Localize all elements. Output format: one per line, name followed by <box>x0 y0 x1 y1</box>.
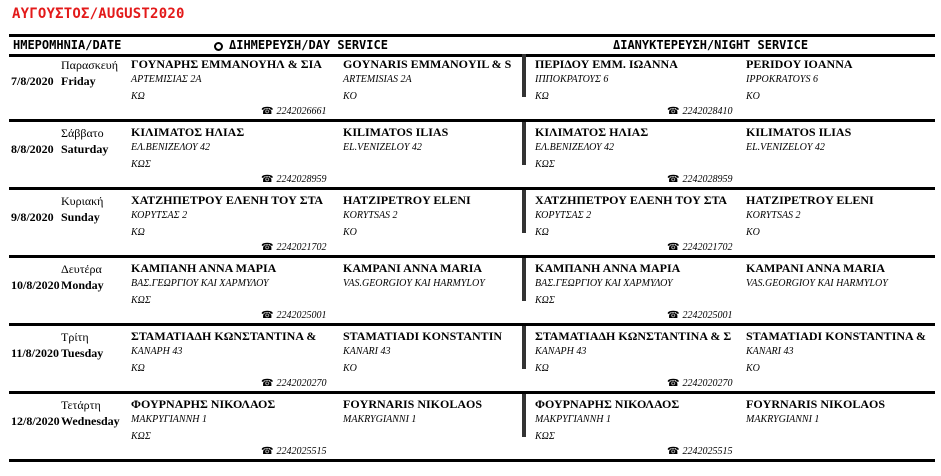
phone-number: 2242028959 <box>276 174 327 185</box>
row-date: 7/8/2020 <box>11 74 54 88</box>
day-address-english: ARTEMISIAS 2A <box>343 74 412 85</box>
phone-icon: ☎ <box>667 378 680 389</box>
day-phone <box>261 242 326 253</box>
day-name-greek: Σάββατο <box>61 126 104 140</box>
day-phone <box>261 378 326 389</box>
night-phone <box>667 174 732 185</box>
night-pharmacy-name-english: KAMPANI ANNA MARIA <box>746 261 886 275</box>
phone-icon: ☎ <box>667 310 680 321</box>
phone-icon: ☎ <box>261 378 274 389</box>
phone-number: 2242025515 <box>682 446 733 457</box>
day-name-greek: Παρασκευή <box>61 58 118 72</box>
table-row <box>9 258 935 326</box>
day-address-english: MAKRYGIANNI 1 <box>343 414 417 425</box>
phone-icon: ☎ <box>667 174 680 185</box>
day-pharmacy-name-greek: ΚΑΜΠΑΝΗ ΑΝΝΑ ΜΑΡΙΑ <box>131 261 277 275</box>
day-pharmacy-name-english: STAMATIADI KONSTANTIN <box>343 329 503 343</box>
day-name-greek: Τρίτη <box>61 330 89 344</box>
night-city-greek: ΚΩ <box>535 91 549 102</box>
night-city-greek: ΚΩ <box>535 363 549 374</box>
table-row <box>9 326 935 394</box>
column-divider <box>522 122 526 165</box>
phone-number: 2242020270 <box>276 378 327 389</box>
night-address-english: KORYTSAS 2 <box>746 210 801 221</box>
row-date: 11/8/2020 <box>11 346 60 360</box>
phone-number: 2242020270 <box>682 378 733 389</box>
night-pharmacy-name-english: KILIMATOS ILIAS <box>746 125 852 139</box>
column-divider <box>522 394 526 437</box>
phone-number: 2242021702 <box>276 242 327 253</box>
day-pharmacy-name-greek: ΦΟΥΡΝΑΡΗΣ ΝΙΚΟΛΑΟΣ <box>131 397 276 411</box>
phone-icon: ☎ <box>261 242 274 253</box>
night-city-greek: ΚΩΣ <box>535 295 555 306</box>
phone-number: 2242025001 <box>682 310 733 321</box>
night-pharmacy-name-greek: ΣΤΑΜΑΤΙΑΔΗ ΚΩΝΣΤΑΝΤΙΝΑ & Σ <box>535 329 732 343</box>
night-city-greek: ΚΩΣ <box>535 431 555 442</box>
header-date: ΗΜΕΡΟΜΗΝΙΑ/DATE <box>13 38 122 52</box>
night-city-english: KO <box>746 227 760 238</box>
row-date: 10/8/2020 <box>11 278 60 292</box>
night-address-english: VAS.GEORGIOY KAI HARMYLOY <box>746 278 888 289</box>
day-name-english: Saturday <box>61 142 109 156</box>
day-pharmacy-name-english: FOYRNARIS NIKOLAOS <box>343 397 483 411</box>
day-address-english: KANARI 43 <box>343 346 391 357</box>
circle-icon <box>214 42 223 51</box>
night-address-greek: ΜΑΚΡΥΓΙΑΝΝΗ 1 <box>535 414 611 425</box>
table-row <box>9 190 935 258</box>
day-name-english: Wednesday <box>61 414 120 428</box>
day-name-greek: Δευτέρα <box>61 262 102 276</box>
night-address-english: MAKRYGIANNI 1 <box>746 414 820 425</box>
day-pharmacy-name-greek: ΓΟΥΝΑΡΗΣ ΕΜΜΑΝΟΥΗΛ & ΣΙΑ <box>131 57 322 71</box>
day-name-english: Tuesday <box>61 346 104 360</box>
phone-icon: ☎ <box>667 106 680 117</box>
phone-icon: ☎ <box>667 242 680 253</box>
night-pharmacy-name-greek: ΠΕΡΙΔΟΥ ΕΜΜ. ΙΩΑΝΝΑ <box>535 57 678 71</box>
night-address-english: KANARI 43 <box>746 346 794 357</box>
row-date: 12/8/2020 <box>11 414 60 428</box>
night-phone <box>667 446 732 457</box>
night-pharmacy-name-greek: ΚΑΜΠΑΝΗ ΑΝΝΑ ΜΑΡΙΑ <box>535 261 681 275</box>
phone-number: 2242025001 <box>276 310 327 321</box>
night-pharmacy-name-greek: ΧΑΤΖΗΠΕΤΡΟΥ ΕΛΕΝΗ ΤΟΥ ΣΤΑ <box>535 193 728 207</box>
day-address-greek: ΚΑΝΑΡΗ 43 <box>131 346 183 357</box>
day-phone <box>261 174 326 185</box>
day-phone <box>261 446 326 457</box>
day-city-greek: ΚΩΣ <box>131 295 151 306</box>
phone-number: 2242021702 <box>682 242 733 253</box>
day-pharmacy-name-english: HATZIPETROY ELENI <box>343 193 471 207</box>
night-pharmacy-name-english: PERIDOY IOANNA <box>746 57 853 71</box>
day-pharmacy-name-greek: ΚΙΛΙΜΑΤΟΣ ΗΛΙΑΣ <box>131 125 245 139</box>
day-city-english: KO <box>343 363 357 374</box>
night-city-greek: ΚΩΣ <box>535 159 555 170</box>
table-row <box>9 394 935 462</box>
night-pharmacy-name-english: STAMATIADI KONSTANTINA & <box>746 329 927 343</box>
table-row <box>9 122 935 190</box>
night-phone <box>667 378 732 389</box>
day-address-greek: ΑΡΤΕΜΙΣΙΑΣ 2Α <box>131 74 202 85</box>
column-divider <box>522 190 526 233</box>
row-date: 8/8/2020 <box>11 142 54 156</box>
phone-number: 2242026661 <box>276 106 327 117</box>
header-day-service <box>214 37 388 54</box>
phone-icon: ☎ <box>261 446 274 457</box>
day-name-english: Monday <box>61 278 104 292</box>
day-address-greek: ΚΟΡΥΤΣΑΣ 2 <box>131 210 188 221</box>
day-pharmacy-name-greek: ΣΤΑΜΑΤΙΑΔΗ ΚΩΝΣΤΑΝΤΙΝΑ & <box>131 329 317 343</box>
page-title: ΑΥΓΟΥΣΤΟΣ/AUGUST2020 <box>12 6 185 22</box>
day-phone <box>261 106 326 117</box>
day-address-english: EL.VENIZELOY 42 <box>343 142 422 153</box>
phone-number: 2242028410 <box>682 106 733 117</box>
row-separator <box>9 459 935 462</box>
phone-icon: ☎ <box>667 446 680 457</box>
phone-number: 2242025515 <box>276 446 327 457</box>
night-city-english: KO <box>746 363 760 374</box>
day-city-english: KO <box>343 227 357 238</box>
column-divider <box>522 258 526 301</box>
night-address-greek: ΚΟΡΥΤΣΑΣ 2 <box>535 210 592 221</box>
day-address-english: VAS.GEORGIOY KAI HARMYLOY <box>343 278 485 289</box>
day-pharmacy-name-english: KILIMATOS ILIAS <box>343 125 449 139</box>
header-day-label: ΔΙΗΜΕΡΕΥΣΗ/DAY SERVICE <box>229 38 388 52</box>
day-phone <box>261 310 326 321</box>
table-row <box>9 54 935 122</box>
night-pharmacy-name-english: HATZIPETROY ELENI <box>746 193 874 207</box>
phone-icon: ☎ <box>261 310 274 321</box>
night-address-greek: ΕΛ.ΒΕΝΙΖΕΛΟΥ 42 <box>535 142 615 153</box>
day-address-greek: ΒΑΣ.ΓΕΩΡΓΙΟΥ ΚΑΙ ΧΑΡΜΥΛΟΥ <box>131 278 269 289</box>
day-pharmacy-name-greek: ΧΑΤΖΗΠΕΤΡΟΥ ΕΛΕΝΗ ΤΟΥ ΣΤΑ <box>131 193 324 207</box>
column-divider <box>522 54 526 97</box>
day-city-greek: ΚΩΣ <box>131 431 151 442</box>
night-address-english: EL.VENIZELOY 42 <box>746 142 825 153</box>
day-name-greek: Τετάρτη <box>61 398 101 412</box>
day-name-greek: Κυριακή <box>61 194 104 208</box>
day-city-english: KO <box>343 91 357 102</box>
night-address-greek: ΒΑΣ.ΓΕΩΡΓΙΟΥ ΚΑΙ ΧΑΡΜΥΛΟΥ <box>535 278 673 289</box>
night-address-english: IPPOKRATOYS 6 <box>746 74 818 85</box>
night-pharmacy-name-greek: ΦΟΥΡΝΑΡΗΣ ΝΙΚΟΛΑΟΣ <box>535 397 680 411</box>
day-city-greek: ΚΩΣ <box>131 159 151 170</box>
day-name-english: Sunday <box>61 210 100 224</box>
night-city-english: KO <box>746 91 760 102</box>
day-address-english: KORYTSAS 2 <box>343 210 398 221</box>
day-name-english: Friday <box>61 74 96 88</box>
night-address-greek: ΚΑΝΑΡΗ 43 <box>535 346 587 357</box>
day-address-greek: ΜΑΚΡΥΓΙΑΝΝΗ 1 <box>131 414 207 425</box>
column-divider <box>522 326 526 369</box>
day-address-greek: ΕΛ.ΒΕΝΙΖΕΛΟΥ 42 <box>131 142 211 153</box>
night-address-greek: ΙΠΠΟΚΡΑΤΟΥΣ 6 <box>535 74 609 85</box>
night-pharmacy-name-english: FOYRNARIS NIKOLAOS <box>746 397 886 411</box>
night-phone <box>667 106 732 117</box>
day-city-greek: ΚΩ <box>131 91 145 102</box>
night-city-greek: ΚΩ <box>535 227 549 238</box>
day-pharmacy-name-english: GOYNARIS EMMANOYIL & S <box>343 57 512 71</box>
row-date: 9/8/2020 <box>11 210 54 224</box>
phone-icon: ☎ <box>261 106 274 117</box>
day-pharmacy-name-english: KAMPANI ANNA MARIA <box>343 261 483 275</box>
night-phone <box>667 242 732 253</box>
day-city-greek: ΚΩ <box>131 363 145 374</box>
header-night-service: ΔΙΑΝΥΚΤΕΡΕΥΣΗ/NIGHT SERVICE <box>613 38 809 52</box>
day-city-greek: ΚΩ <box>131 227 145 238</box>
phone-icon: ☎ <box>261 174 274 185</box>
night-phone <box>667 310 732 321</box>
night-pharmacy-name-greek: ΚΙΛΙΜΑΤΟΣ ΗΛΙΑΣ <box>535 125 649 139</box>
phone-number: 2242028959 <box>682 174 733 185</box>
